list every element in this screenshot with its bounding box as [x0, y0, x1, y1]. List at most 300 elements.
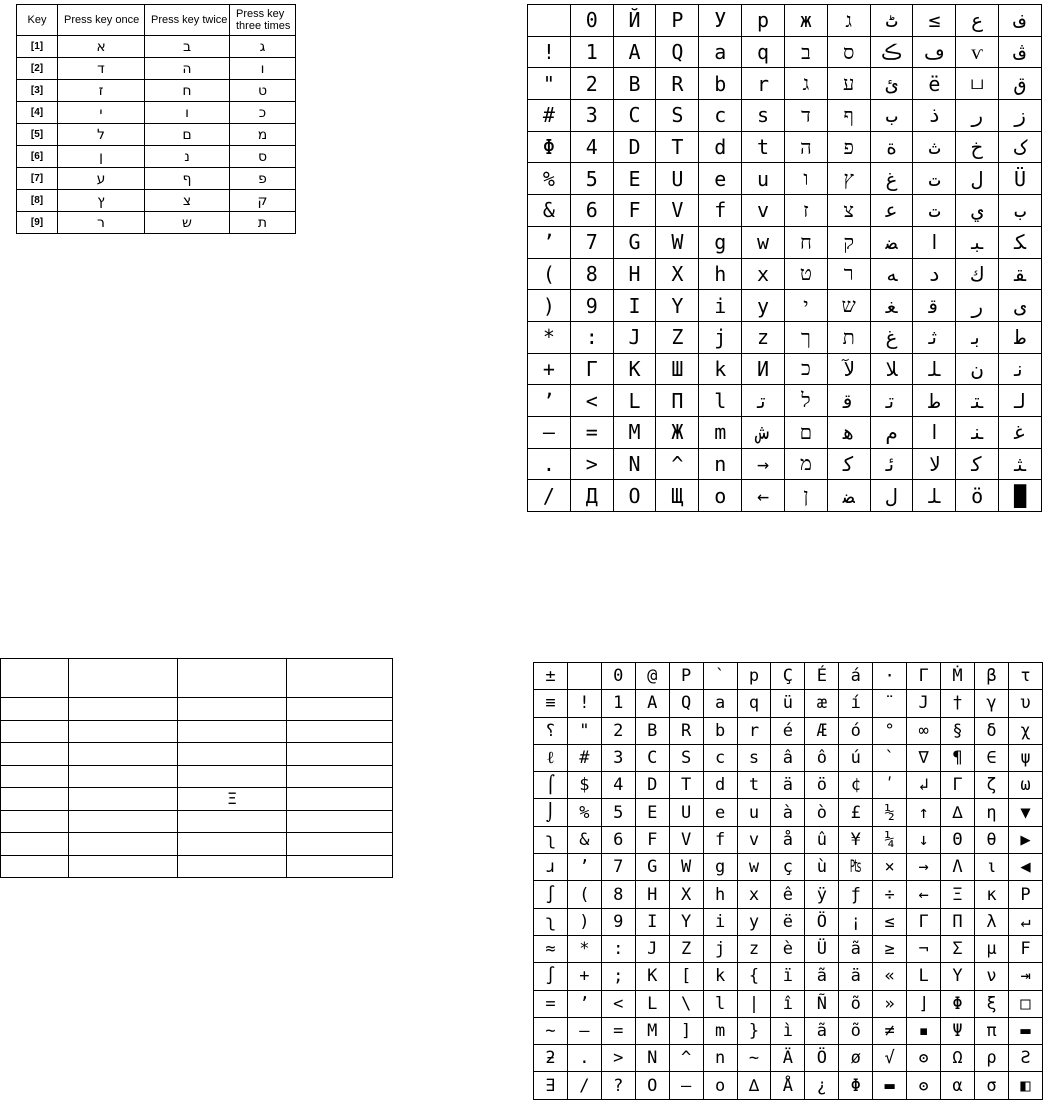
char-cell: ﻗ [827, 385, 870, 417]
char-cell: ◧ [1008, 1072, 1042, 1099]
char-cell [567, 663, 601, 690]
char-grid-row [534, 935, 1043, 962]
char-cell: ↲ [907, 772, 941, 799]
table-row [1, 743, 393, 766]
char-cell: / [528, 480, 571, 512]
char-cell: ê [771, 881, 805, 908]
char-cell: 5 [570, 163, 613, 195]
char-cell: ▬ [1008, 1017, 1042, 1044]
table-cell: ק [230, 190, 296, 212]
char-cell: ° [873, 717, 907, 744]
char-cell: Ü [805, 935, 839, 962]
char-grid-row [528, 36, 1042, 68]
char-cell: g [703, 854, 737, 881]
char-cell: S [669, 744, 703, 771]
char-cell: ذ [913, 100, 956, 132]
key-cell: [2] [17, 58, 58, 80]
char-cell: J [907, 690, 941, 717]
char-cell: Ш [656, 353, 699, 385]
char-cell: ⸮ [534, 717, 568, 744]
char-cell: ô [805, 744, 839, 771]
char-cell: i [703, 908, 737, 935]
char-cell: ∫ [534, 881, 568, 908]
char-cell: · [873, 663, 907, 690]
table-row [1, 765, 393, 788]
table-cell [69, 720, 178, 743]
char-cell: Γ [941, 772, 975, 799]
char-cell: ى [999, 290, 1042, 322]
char-cell: J [635, 935, 669, 962]
char-cell: – [528, 416, 571, 448]
char-cell: ש [827, 290, 870, 322]
char-cell: 0 [601, 663, 635, 690]
char-cell: ¨ [873, 690, 907, 717]
char-grid-row [528, 385, 1042, 417]
table-cell [1, 855, 69, 878]
table-row [17, 190, 296, 212]
table-cell: נ [145, 146, 230, 168]
char-cell: 5 [601, 799, 635, 826]
char-cell: ! [528, 36, 571, 68]
char-cell: χ [1008, 717, 1042, 744]
char-cell: ÿ [805, 881, 839, 908]
char-cell: ⌡ [534, 799, 568, 826]
char-cell: ﺗ [870, 385, 913, 417]
char-grid-row [534, 854, 1043, 881]
char-cell: [ [669, 963, 703, 990]
char-cell: ﻜ [999, 226, 1042, 258]
table-cell [1, 765, 69, 788]
char-cell: ± [534, 663, 568, 690]
char-cell: ﻠ [913, 353, 956, 385]
char-cell: ζ [974, 772, 1008, 799]
char-cell: ʼ [567, 990, 601, 1017]
char-cell: W [656, 226, 699, 258]
char-cell: V [669, 826, 703, 853]
char-cell: ﻨ [956, 416, 999, 448]
char-cell: ι [974, 854, 1008, 881]
char-cell: ق [999, 68, 1042, 100]
char-cell: T [656, 131, 699, 163]
char-grid-row [534, 1017, 1043, 1044]
char-cell: ▬ [873, 1072, 907, 1099]
char-cell: L [613, 385, 656, 417]
char-grid-row [534, 826, 1043, 853]
char-cell: ﻧ [999, 353, 1042, 385]
char-cell: H [613, 258, 656, 290]
char-cell: î [771, 990, 805, 1017]
char-cell: z [742, 321, 785, 353]
char-cell: q [737, 690, 771, 717]
char-cell: ⌋ [907, 990, 941, 1017]
char-cell: S [656, 100, 699, 132]
char-cell: ≥ [873, 935, 907, 962]
char-cell: J [613, 321, 656, 353]
char-cell: V [656, 195, 699, 227]
char-cell: ~ [737, 1045, 771, 1072]
char-cell: Q [656, 36, 699, 68]
char-cell: غ [870, 163, 913, 195]
char-cell: N [635, 1045, 669, 1072]
char-cell: D [613, 131, 656, 163]
char-cell: E [635, 799, 669, 826]
char-grid-row [528, 226, 1042, 258]
char-cell: ρ [974, 1045, 1008, 1072]
table-cell [1, 698, 69, 721]
table-cell: א [58, 36, 145, 58]
char-cell: ¡ [839, 908, 873, 935]
char-cell: A [635, 690, 669, 717]
char-cell: ( [567, 881, 601, 908]
char-cell: C [635, 744, 669, 771]
char-cell: ﻍ [870, 321, 913, 353]
char-cell: ▼ [1008, 799, 1042, 826]
char-cell: ` [703, 663, 737, 690]
char-cell: Γ [570, 353, 613, 385]
char-cell: O [635, 1072, 669, 1099]
char-cell: * [528, 321, 571, 353]
char-cell: A [613, 36, 656, 68]
char-cell: Φ [839, 1072, 873, 1099]
char-cell: n [699, 448, 742, 480]
char-cell: l [699, 385, 742, 417]
char-cell: ↵ [1008, 908, 1042, 935]
char-cell: c [703, 744, 737, 771]
char-cell: ψ [1008, 744, 1042, 771]
char-cell: « [873, 963, 907, 990]
char-cell: \ [669, 990, 703, 1017]
char-cell: } [737, 1017, 771, 1044]
char-cell: ر [956, 100, 999, 132]
char-cell: ﻀ [870, 226, 913, 258]
char-cell: = [601, 1017, 635, 1044]
char-cell: ג [784, 68, 827, 100]
char-cell: ▪ [907, 1017, 941, 1044]
char-cell: # [528, 100, 571, 132]
char-cell: & [528, 195, 571, 227]
char-cell: ì [771, 1017, 805, 1044]
char-grid-row [528, 195, 1042, 227]
table-row [1, 855, 393, 878]
char-cell: ﻛ [956, 448, 999, 480]
char-cell: 3 [570, 100, 613, 132]
char-cell: ﻃ [913, 385, 956, 417]
table-cell: ס [230, 146, 296, 168]
char-cell: ﻪ [870, 258, 913, 290]
char-cell: Æ [805, 717, 839, 744]
char-cell: ↓ [907, 826, 941, 853]
table-cell: פ [230, 168, 296, 190]
char-cell: ח [784, 226, 827, 258]
char-cell: ƻ [534, 1045, 568, 1072]
char-cell: ʅ [534, 826, 568, 853]
char-cell: ` [873, 744, 907, 771]
char-cell: Π [656, 385, 699, 417]
char-cell: ø [839, 1045, 873, 1072]
table-cell [287, 743, 393, 766]
table-cell [287, 810, 393, 833]
char-cell: ﻠ [913, 480, 956, 512]
char-cell: 4 [570, 131, 613, 163]
char-cell: ע [827, 68, 870, 100]
char-cell: D [635, 772, 669, 799]
char-grid-row [528, 448, 1042, 480]
char-cell: ∞ [907, 717, 941, 744]
char-cell: # [567, 744, 601, 771]
char-cell: ã [805, 963, 839, 990]
char-cell: " [528, 68, 571, 100]
char-cell: – [669, 1072, 703, 1099]
char-grid-row [528, 131, 1042, 163]
char-cell: 8 [601, 881, 635, 908]
table-cell: ע [58, 168, 145, 190]
char-cell: ú [839, 744, 873, 771]
char-cell: ν [974, 963, 1008, 990]
table-cell: ג [230, 36, 296, 58]
table-cell [69, 698, 178, 721]
char-cell: ¼ [873, 826, 907, 853]
char-cell: ץ [827, 163, 870, 195]
char-cell [528, 5, 571, 37]
char-cell: O [613, 480, 656, 512]
key-cell: [7] [17, 168, 58, 190]
char-cell: ﮐ [827, 448, 870, 480]
char-cell: ט [784, 258, 827, 290]
char-cell: ﺩ [913, 258, 956, 290]
char-cell: ا [913, 226, 956, 258]
char-cell: η [974, 799, 1008, 826]
char-cell: ʼ [528, 385, 571, 417]
char-cell: ﺒ [956, 226, 999, 258]
char-cell: Γ [907, 908, 941, 935]
char-cell: ز [999, 100, 1042, 132]
char-cell: H [635, 881, 669, 908]
char-cell: v [737, 826, 771, 853]
char-cell: â [771, 744, 805, 771]
char-cell: ∃ [534, 1072, 568, 1099]
char-cell: X [656, 258, 699, 290]
char-cell: r [742, 68, 785, 100]
char-cell: ä [771, 772, 805, 799]
char-cell: ﻋ [870, 195, 913, 227]
char-cell: P [1008, 881, 1042, 908]
char-cell: – [567, 1017, 601, 1044]
char-cell: ≈ [534, 935, 568, 962]
char-cell: 3 [601, 744, 635, 771]
char-cell: ﺗ [742, 385, 785, 417]
char-cell: < [570, 385, 613, 417]
char-cell: Ö [805, 908, 839, 935]
key-cell: [6] [17, 146, 58, 168]
char-cell: ﺋ [870, 448, 913, 480]
char-cell: פ [827, 131, 870, 163]
char-cell: R [669, 717, 703, 744]
char-cell: $ [567, 772, 601, 799]
char-cell: ∈ [974, 744, 1008, 771]
char-cell: ר [827, 258, 870, 290]
table-cell [178, 855, 287, 878]
char-cell: > [570, 448, 613, 480]
char-cell: θ [974, 826, 1008, 853]
table-row [17, 146, 296, 168]
char-cell: L [635, 990, 669, 1017]
char-cell: b [699, 68, 742, 100]
key-cell: [3] [17, 80, 58, 102]
char-cell: ä [839, 963, 873, 990]
char-cell: ﻗ [913, 290, 956, 322]
char-cell: Φ [528, 131, 571, 163]
char-cell: ) [528, 290, 571, 322]
table-row [17, 124, 296, 146]
table-cell [69, 855, 178, 878]
char-cell: Z [656, 321, 699, 353]
char-cell: → [907, 854, 941, 881]
char-cell: c [699, 100, 742, 132]
char-cell: d [703, 772, 737, 799]
char-cell: 6 [601, 826, 635, 853]
char-cell: p [742, 5, 785, 37]
char-cell: / [567, 1072, 601, 1099]
char-cell: y [737, 908, 771, 935]
char-cell: γ [974, 690, 1008, 717]
char-cell: ך [784, 321, 827, 353]
char-cell: ப [956, 68, 999, 100]
char-cell: " [567, 717, 601, 744]
char-cell: ת [827, 321, 870, 353]
char-cell: ت [913, 163, 956, 195]
char-cell: P [656, 5, 699, 37]
char-cell: ≤ [913, 5, 956, 37]
char-cell: ک [999, 131, 1042, 163]
key-cell: [4] [17, 102, 58, 124]
char-cell: π [974, 1017, 1008, 1044]
char-cell: å [771, 826, 805, 853]
char-cell: ℓ [534, 744, 568, 771]
char-cell: K [635, 963, 669, 990]
char-cell: + [567, 963, 601, 990]
char-cell: ï [771, 963, 805, 990]
table-row [1, 659, 393, 698]
char-cell: ∆ [737, 1072, 771, 1099]
char-cell: = [570, 416, 613, 448]
table-cell: ת [230, 212, 296, 234]
char-cell: ← [742, 480, 785, 512]
char-cell: ף [827, 100, 870, 132]
char-cell: Φ [941, 990, 975, 1017]
table-cell: ם [145, 124, 230, 146]
char-cell: Q [669, 690, 703, 717]
char-cell: k [699, 353, 742, 385]
char-cell: X [669, 881, 703, 908]
char-grid-row [534, 717, 1043, 744]
table-cell [178, 833, 287, 856]
char-cell: У [699, 5, 742, 37]
char-cell: ü [771, 690, 805, 717]
hebrew-char-grid [527, 4, 1042, 512]
table-cell: ן [58, 146, 145, 168]
char-cell: u [742, 163, 785, 195]
char-cell: Ж [656, 416, 699, 448]
char-grid-row [534, 990, 1043, 1017]
char-cell: ع [956, 5, 999, 37]
char-cell: F [613, 195, 656, 227]
key-cell: [1] [17, 36, 58, 58]
char-cell: 7 [601, 854, 635, 881]
table-row [17, 212, 296, 234]
char-cell: Й [613, 5, 656, 37]
char-cell: | [737, 990, 771, 1017]
char-cell: κ [974, 881, 1008, 908]
char-cell: E [613, 163, 656, 195]
char-cell: U [656, 163, 699, 195]
char-cell: █ [999, 480, 1042, 512]
char-cell: ﻘ [999, 258, 1042, 290]
char-cell: G [613, 226, 656, 258]
char-cell: ⌠ [534, 772, 568, 799]
char-cell: w [737, 854, 771, 881]
char-cell: m [699, 416, 742, 448]
char-cell: ﻻ [913, 448, 956, 480]
char-cell: ﻫ [827, 416, 870, 448]
char-cell: t [737, 772, 771, 799]
char-cell: k [703, 963, 737, 990]
latin-char-grid [533, 662, 1043, 1100]
table-cell: כ [230, 102, 296, 124]
char-cell: ﻐ [870, 290, 913, 322]
char-cell: ã [839, 935, 873, 962]
char-cell: ç [771, 854, 805, 881]
char-cell: z [737, 935, 771, 962]
table-cell [69, 810, 178, 833]
char-cell: ו [784, 163, 827, 195]
char-cell: f [699, 195, 742, 227]
char-cell: ó [839, 717, 873, 744]
char-cell: ʼ [567, 854, 601, 881]
char-cell: ب [999, 195, 1042, 227]
char-cell: Ñ [805, 990, 839, 1017]
char-cell: Å [771, 1072, 805, 1099]
char-cell: 8 [570, 258, 613, 290]
char-cell: h [699, 258, 742, 290]
char-grid-row [534, 799, 1043, 826]
char-cell: q [742, 36, 785, 68]
char-cell: ﻵ [827, 353, 870, 385]
char-cell: ʹ [873, 772, 907, 799]
char-cell: ﺘ [956, 385, 999, 417]
char-cell: י [784, 290, 827, 322]
char-cell: ʘ [907, 1045, 941, 1072]
char-cell: ë [771, 908, 805, 935]
char-grid-row [534, 881, 1043, 908]
char-cell: ÷ [873, 881, 907, 908]
char-cell: L [907, 963, 941, 990]
char-cell: ¿ [805, 1072, 839, 1099]
char-cell: ) [567, 908, 601, 935]
table-cell: מ [230, 124, 296, 146]
table-cell [69, 788, 178, 811]
char-grid-row [534, 772, 1043, 799]
char-cell: § [941, 717, 975, 744]
char-cell: Λ [941, 854, 975, 881]
char-cell: i [699, 290, 742, 322]
char-cell: 9 [601, 908, 635, 935]
char-cell: → [742, 448, 785, 480]
char-cell: * [567, 935, 601, 962]
char-cell: Ṁ [941, 663, 975, 690]
char-cell: ﻏ [999, 416, 1042, 448]
char-cell: É [805, 663, 839, 690]
table-cell: ל [58, 124, 145, 146]
